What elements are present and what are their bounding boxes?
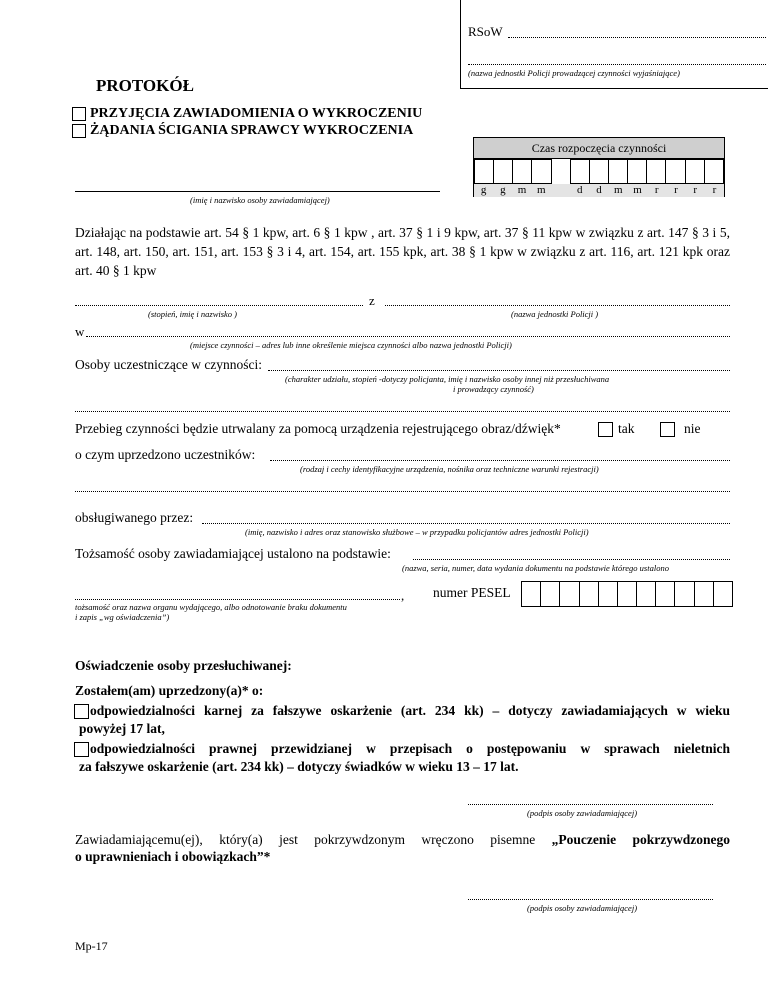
time-cell[interactable] [628,160,647,184]
identity-field-2[interactable] [75,599,400,600]
instruction-cont: o uprawnieniach i obowiązkach”* [75,849,271,864]
checkbox-item1[interactable] [74,704,89,719]
time-cell[interactable] [494,160,513,184]
participants-field[interactable] [268,370,730,371]
signature-caption-2: (podpis osoby zawiadamiającej) [527,903,638,913]
pesel-cell[interactable] [713,582,732,607]
identity-caption-2b: i zapis „wg oświadczenia”) [75,612,170,622]
page-title: PROTOKÓŁ [96,76,194,95]
informed-field[interactable] [270,460,730,461]
participants-caption-2: i prowadzący czynność) [453,384,534,394]
time-cell[interactable] [475,160,494,184]
recording-text: Przebieg czynności będzie utrwalany za pomocą urządzenia rejestrującego obraz/dźwięk* [75,421,561,436]
informed-label: o czym uprzedzono uczestników: [75,447,256,462]
pesel-cell[interactable] [522,582,541,607]
participants-caption: (charakter udziału, stopień -dotyczy policjanta, imię i nazwisko osoby innej niż przesłuchiwana [285,374,610,384]
operated-label: obsługiwanego przez: [75,510,194,525]
place-prefix: w [75,324,85,339]
time-label: g [500,184,506,196]
signature-field-1[interactable] [468,804,713,805]
officer-field[interactable] [75,305,363,306]
time-label: m [537,184,546,196]
statement-heading: Oświadczenie osoby przesłuchiwanej: [75,658,292,673]
time-label: r [712,184,717,196]
instruction-title: „Pouczenie pokrzywdzonego [551,832,731,847]
informed-caption: (rodzaj i cechy identyfikacyjne urządzenia, nośnika oraz techniczne warunki rejestracji) [300,464,599,474]
officer-caption: (stopień, imię i nazwisko ) [148,309,238,319]
unit-name-caption: (nazwa jednostki Policji ) [511,309,599,319]
checkbox[interactable] [72,107,86,121]
time-label: r [693,184,698,196]
time-label: d [577,184,583,196]
identity-caption-2a: tożsamość oraz nazwa organu wydającego, albo odnotowanie braku dokumentu [75,602,347,612]
legal-basis: Działając na podstawie art. 54 § 1 kpw, art. 6 § 1 kpw , art. 37 § 1 i 9 kpw, art. 37 § 11 kpw w związku z art. 147 § 3 i 5, art. 148, art. 150, art. 151, art. 153 § 3 i 4, art. 154, art. 155 kpk, art. 38 § 1 kpw w związku z art. 116, art. 121 kpk oraz art. 40 § 1 kpw [75,225,730,278]
time-cell[interactable] [570,160,589,184]
unit-name-field[interactable] [385,305,730,306]
time-label: r [674,184,678,196]
time-box-title: Czas rozpoczęcia czynności [474,138,724,159]
time-cell[interactable] [666,160,685,184]
operated-caption: (imię, nazwisko i adres oraz stanowisko służbowe – w przypadku policjantów adres jednostki Policji) [245,527,589,537]
time-cell[interactable] [589,160,608,184]
signature-caption-1: (podpis osoby zawiadamiającej) [527,808,638,818]
unit-caption: (nazwa jednostki Policji prowadzącej czynności wyjaśniające) [468,68,680,78]
notifier-name-field[interactable] [75,191,440,192]
option-label: ŻĄDANIA ŚCIGANIA SPRAWCY WYKROCZENIA [90,123,414,138]
option-label: PRZYJĘCIA ZAWIADOMIENIA O WYKROCZENIU [90,106,423,121]
rsow-field[interactable] [508,37,766,38]
identity-field[interactable] [413,559,730,560]
informed-field-2[interactable] [75,491,730,492]
signature-field-2[interactable] [468,899,713,900]
notifier-caption: (imię i nazwisko osoby zawiadamiającej) [190,195,330,205]
time-label: m [613,184,623,196]
place-field[interactable] [86,336,730,337]
time-cell[interactable] [532,160,551,184]
time-cell[interactable] [608,160,627,184]
statement-item2: odpowiedzialności prawnej przewidzianej w przepisach o postępowaniu w sprawach nieletnich [90,741,730,756]
identity-label: Tożsamość osoby zawiadamiającej ustalono na podstawie: [75,546,391,561]
time-grid [474,159,724,184]
identity-comma: , [401,588,405,603]
time-cell[interactable] [704,160,723,184]
unit-field[interactable] [468,64,766,65]
rsow-label: RSoW [468,24,503,39]
place-caption: (miejsce czynności – adres lub inne określenie miejsca czynności albo nazwa jednostki Policji) [190,340,512,350]
pesel-cell[interactable] [694,582,713,607]
time-label: m [633,184,642,196]
pesel-cell[interactable] [637,582,656,607]
time-label: d [596,184,602,196]
participants-field-2[interactable] [75,411,730,412]
time-label: g [480,184,487,196]
time-label [551,184,570,197]
pesel-cell[interactable] [617,582,636,607]
time-labels [474,184,724,197]
time-cell[interactable] [551,160,570,184]
identity-caption: (nazwa, seria, numer, data wydania dokumentu na podstawie którego ustalono [402,563,669,573]
time-label: m [517,184,527,196]
recording-no[interactable] [660,421,701,437]
checkbox[interactable] [72,124,86,138]
instruction [75,831,730,849]
pesel-grid [521,581,733,607]
time-box [473,137,725,197]
checkbox[interactable] [660,422,675,437]
participants-label: Osoby uczestniczące w czynności: [75,357,263,372]
checkbox[interactable] [598,422,613,437]
time-cell[interactable] [685,160,704,184]
yes-label: tak [618,421,635,436]
pesel-cell[interactable] [560,582,579,607]
instruction-text: Zawiadamiającemu(ej), który(a) jest pokrzywdzonym wręczono pisemne [75,832,552,847]
statement-item1: odpowiedzialności karnej za fałszywe oskarżenie (art. 234 kk) – dotyczy zawiadamiających w wieku [90,703,730,718]
time-cell[interactable] [647,160,666,184]
time-label: r [654,184,659,196]
option-notification[interactable] [72,106,422,122]
statement-item1-cont: powyżej 17 lat, [79,721,165,736]
time-cell[interactable] [513,160,532,184]
pesel-label: numer PESEL [433,585,511,600]
pesel-cell[interactable] [579,582,598,607]
option-prosecution[interactable] [72,123,413,139]
form-code: Mp-17 [75,939,108,953]
recording-yes[interactable] [598,421,635,437]
no-label: nie [684,421,701,436]
checkbox-item2[interactable] [74,742,89,757]
statement-item2-cont: za fałszywe oskarżenie (art. 234 kk) – dotyczy świadków w wieku 13 – 17 lat. [79,759,519,774]
pesel-cell[interactable] [598,582,617,607]
operated-field[interactable] [202,523,730,524]
statement-warned: Zostałem(am) uprzedzony(a)* o: [75,683,264,698]
pesel-cell[interactable] [675,582,694,607]
officer-sep: z [369,293,375,308]
pesel-cell[interactable] [541,582,560,607]
pesel-cell[interactable] [656,582,675,607]
